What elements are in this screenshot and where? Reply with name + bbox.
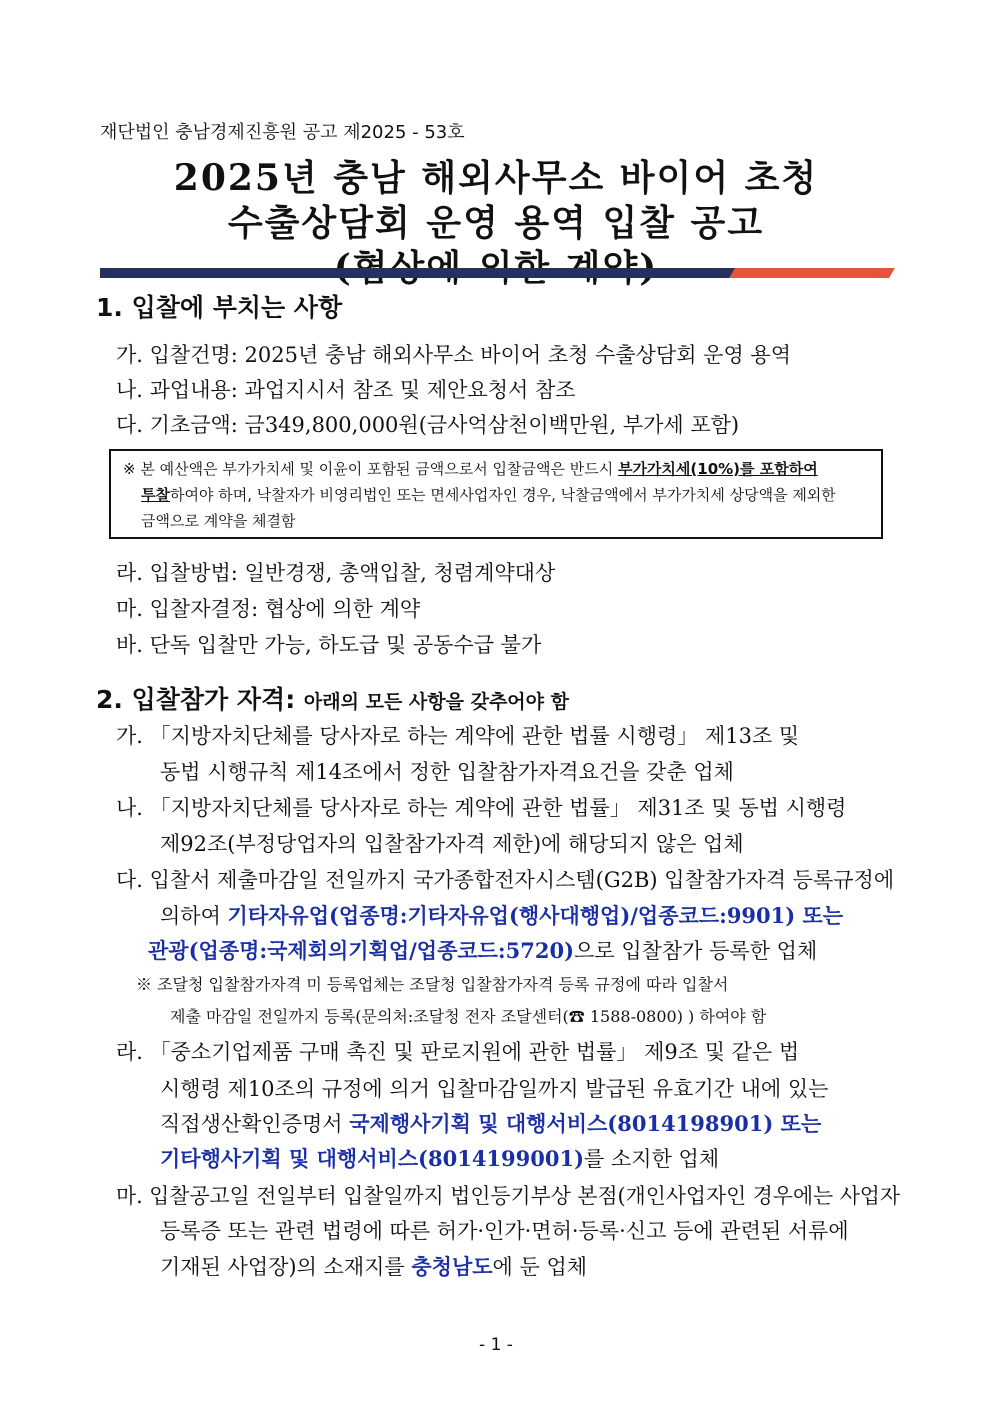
qual-ra-line4: 기타행사기획 및 대행서비스(8014199001)를 소지한 업체 [160,1146,720,1171]
vat-note-box [109,449,883,539]
item-bid-method: 라. 입찰방법: 일반경쟁, 총액입찰, 청렴계약대상 [116,561,556,585]
item-single-bid: 바. 단독 입찰만 가능, 하도급 및 공동수급 불가 [116,633,542,657]
qual-na-line2: 제92조(부정당업자의 입찰참가자격 제한)에 해당되지 않은 업체 [160,832,744,856]
qual-da-highlight1: 기타자유업(업종명:기타자유업(행사대행업)/업종코드:9901) 또는 [227,903,844,928]
vat-note-emphasis2: 투찰 [141,486,170,504]
section2-subheading: 아래의 모든 사항을 갖추어야 함 [303,691,569,713]
qual-ra-highlight1: 국제행사기획 및 대행서비스(8014198901) 또는 [349,1111,822,1136]
qual-da-line3: 관광(업종명:국제회의기획업/업종코드:5720)으로 입찰참가 등록한 업체 [148,938,818,963]
qual-ma-highlight: 충청남도 [411,1254,493,1279]
qual-ra-line1: 라. 「중소기업제품 구매 촉진 및 판로지원에 관한 법률」 제9조 및 같은 법 [116,1040,800,1064]
item-bidder-decision: 마. 입찰자결정: 협상에 의한 계약 [116,597,421,621]
item-base-amount: 다. 기초금액: 금349,800,000원(금사억삼천이백만원, 부가세 포함) [116,413,740,437]
item-bid-name: 가. 입찰건명: 2025년 충남 해외사무소 바이어 초청 수출상담회 운영 용역 [116,343,791,367]
page-number: - 1 - [479,1335,513,1355]
notice-number: 재단법인 충남경제진흥원 공고 제2025 - 53호 [100,122,465,143]
vat-note-emphasis: 부가가치세(10%)를 포함하여 [617,460,818,478]
qual-ga-line2: 동법 시행규칙 제14조에서 정한 입찰참가자격요건을 갖춘 업체 [160,760,734,784]
qual-ma-line3: 기재된 사업장)의 소재지를 충청남도에 둔 업체 [160,1254,588,1279]
page-title-line2: 수출상담회 운영 용역 입찰 공고 [227,202,765,244]
title-divider [100,268,892,278]
qual-ma-line1: 마. 입찰공고일 전일부터 입찰일까지 법인등기부상 본점(개인사업자인 경우에는 사업자 [116,1184,900,1208]
qual-da-highlight2: 관광(업종명:국제회의기획업/업종코드:5720) [148,938,575,963]
qual-da-note2: 제출 마감일 전일까지 등록(문의처:조달청 전자 조달센터(☎ 1588-0800) ) 하여야 함 [170,1007,767,1026]
qual-da-line1: 다. 입찰서 제출마감일 전일까지 국가종합전자시스템(G2B) 입찰참가자격 등록규정에 [116,868,895,892]
page-title-line1: 2025년 충남 해외사무소 바이어 초청 [173,157,819,199]
qual-da-line2: 의하여 기타자유업(업종명:기타자유업(행사대행업)/업종코드:9901) 또는 [160,903,844,928]
vat-note-text3: 금액으로 계약을 체결함 [141,512,296,530]
qual-ra-line2: 시행령 제10조의 규정에 의거 입찰마감일까지 발급된 유효기간 내에 있는 [160,1077,829,1101]
qual-ma-line2: 등록증 또는 관련 법령에 따른 허가·인가·면허·등록·신고 등에 관련된 서류에 [160,1219,849,1243]
qual-ra-line3: 직접생산확인증명서 국제행사기획 및 대행서비스(8014198901) 또는 [160,1111,822,1136]
item-task-content: 나. 과업내용: 과업지시서 참조 및 제안요청서 참조 [116,378,576,402]
qual-ra-highlight2: 기타행사기획 및 대행서비스(8014199001) [160,1146,585,1171]
section2-heading: 2. 입찰참가 자격: 아래의 모든 사항을 갖추어야 함 [96,685,569,714]
page-title-line3 [0,240,992,291]
section1-heading: 1. 입찰에 부치는 사항 [96,293,343,322]
qual-ga-line1: 가. 「지방자치단체를 당사자로 하는 계약에 관한 법률 시행령」 제13조 및 [116,724,800,748]
qual-na-line1: 나. 「지방자치단체를 당사자로 하는 계약에 관한 법률」 제31조 및 동법 시행령 [116,796,847,820]
vat-note-text2: 하여야 하며, 낙찰자가 비영리법인 또는 면세사업자인 경우, 낙찰금액에서 부가가치세 상당액을 제외한 [169,486,836,504]
qual-da-note1: ※ 조달청 입찰참가자격 미 등록업체는 조달청 입찰참가자격 등록 규정에 따라 입찰서 [136,975,729,994]
vat-note-text: ※ 본 예산액은 부가가치세 및 이윤이 포함된 금액으로서 입찰금액은 반드시 [123,460,618,478]
